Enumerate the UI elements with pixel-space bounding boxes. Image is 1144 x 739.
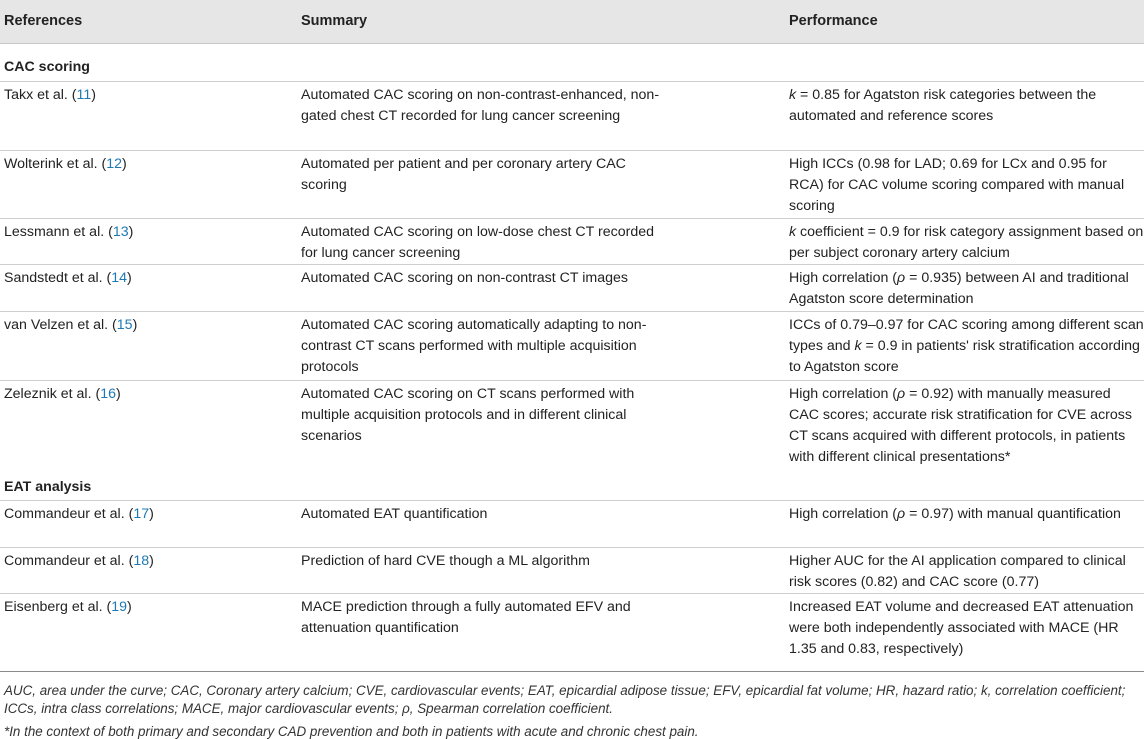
summary-cell: Automated CAC scoring automatically adapting to non-contrast CT scans performed with multiple acquisition protocols [301, 317, 647, 375]
paren-text: ) [127, 270, 132, 286]
reference-cell [4, 222, 284, 243]
paren-text: ) [122, 156, 127, 172]
table-row [0, 380, 1144, 472]
reference-cell [4, 85, 284, 106]
performance-cell: High correlation (ρ = 0.97) with manual quantification [789, 506, 1121, 522]
table-row [0, 218, 1144, 264]
section-heading-cac-scoring: CAC scoring [4, 59, 90, 75]
author-text: Commandeur et al. ( [4, 506, 134, 522]
reference-link[interactable]: 16 [100, 386, 116, 402]
author-text: Lessmann et al. ( [4, 224, 113, 240]
author-text: van Velzen et al. ( [4, 317, 117, 333]
paren-text: ) [91, 87, 97, 103]
summary-cell: Automated CAC scoring on non-contrast-enhanced, non-gated chest CT recorded for lung cancer screening [301, 87, 660, 124]
summary-cell: Automated CAC scoring on CT scans performed with multiple acquisition protocols and in different clinical scenarios [301, 386, 635, 444]
reference-link[interactable]: 14 [111, 270, 128, 286]
performance-cell: High ICCs (0.98 for LAD; 0.69 for LCx and 0.95 for RCA) for CAC volume scoring compared with manual scoring [789, 156, 1125, 214]
summary-cell: Automated CAC scoring on non-contrast CT images [301, 270, 628, 286]
reference-link[interactable]: 12 [106, 156, 123, 172]
reference-link[interactable]: 17 [133, 506, 150, 522]
summary-cell: Automated per patient and per coronary artery CAC scoring [301, 156, 626, 193]
table-footer [0, 671, 1144, 739]
performance-cell: ICCs of 0.79–0.97 for CAC scoring among different scan types and k = 0.9 in patients' risk stratification according to Agatston score [789, 317, 1144, 375]
reference-link[interactable]: 18 [133, 553, 150, 569]
column-header-summary: Summary [301, 13, 368, 29]
column-header-references: References [4, 13, 83, 29]
section-heading-eat-analysis: EAT analysis [4, 479, 92, 495]
column-header-performance: Performance [789, 13, 878, 29]
paren-text: ) [128, 224, 134, 240]
paren-text: ) [132, 317, 138, 333]
table-row [0, 81, 1144, 150]
author-text: Zeleznik et al. ( [4, 386, 101, 402]
summary-cell: Automated CAC scoring on low-dose chest CT recorded for lung cancer screening [301, 224, 655, 261]
reference-link[interactable]: 13 [112, 224, 129, 240]
performance-cell: k coefficient = 0.9 for risk category assignment based on per subject coronary artery calcium [789, 224, 1144, 261]
author-text: Sandstedt et al. ( [4, 270, 112, 286]
paren-text: ) [149, 553, 154, 569]
reference-link[interactable]: 11 [76, 87, 92, 103]
table-row [0, 500, 1144, 547]
reference-cell [4, 268, 284, 289]
reference-cell [4, 551, 284, 572]
performance-cell: k = 0.85 for Agatston risk categories between the automated and reference scores [789, 87, 1097, 124]
summary-cell: Prediction of hard CVE though a ML algorithm [301, 553, 590, 569]
table-row [0, 547, 1144, 593]
author-text: Eisenberg et al. ( [4, 599, 112, 615]
performance-cell: Increased EAT volume and decreased EAT attenuation were both independently associated with MACE (HR 1.35 and 0.83, respectively) [789, 599, 1134, 657]
table-row [0, 150, 1144, 218]
reference-cell [4, 504, 284, 525]
author-text: Commandeur et al. ( [4, 553, 134, 569]
reference-cell [4, 384, 284, 405]
table-row [0, 264, 1144, 311]
summary-cell: MACE prediction through a fully automated EFV and attenuation quantification [301, 599, 631, 636]
performance-cell: Higher AUC for the AI application compared to clinical risk scores (0.82) and CAC score (0.77) [789, 553, 1126, 590]
paren-text: ) [127, 599, 132, 615]
paren-text: ) [149, 506, 154, 522]
performance-cell: High correlation (ρ = 0.935) between AI and traditional Agatston score determination [789, 270, 1129, 307]
summary-cell: Automated EAT quantification [301, 506, 488, 522]
author-text: Wolterink et al. ( [4, 156, 107, 172]
table-header [0, 0, 1144, 44]
reference-cell [4, 154, 284, 175]
reference-link[interactable]: 19 [111, 599, 128, 615]
author-text: Takx et al. ( [4, 87, 77, 103]
performance-cell: High correlation (ρ = 0.92) with manually measured CAC scores; accurate risk stratification for CVE across CT scans acquired with different protocols, in patients with different clinical presentations* [789, 386, 1132, 465]
abbreviations-footnote: AUC, area under the curve; CAC, Coronary artery calcium; CVE, cardiovascular events; EAT, epicardial adipose tissue; EFV, epicardial fat volume; HR, hazard ratio; k, correlation coefficient; ICCs, intra class correlations; MACE, major cardiovascular events; ρ, Spearman correlation coefficient. [4, 683, 1126, 716]
paren-text: ) [115, 386, 121, 402]
table-row [0, 311, 1144, 380]
table-row [0, 593, 1144, 664]
reference-cell [4, 315, 284, 336]
reference-link[interactable]: 15 [116, 317, 133, 333]
asterisk-footnote: *In the context of both primary and secondary CAD prevention and both in patients with acute and chronic chest pain. [4, 724, 699, 739]
reference-cell [4, 597, 284, 618]
